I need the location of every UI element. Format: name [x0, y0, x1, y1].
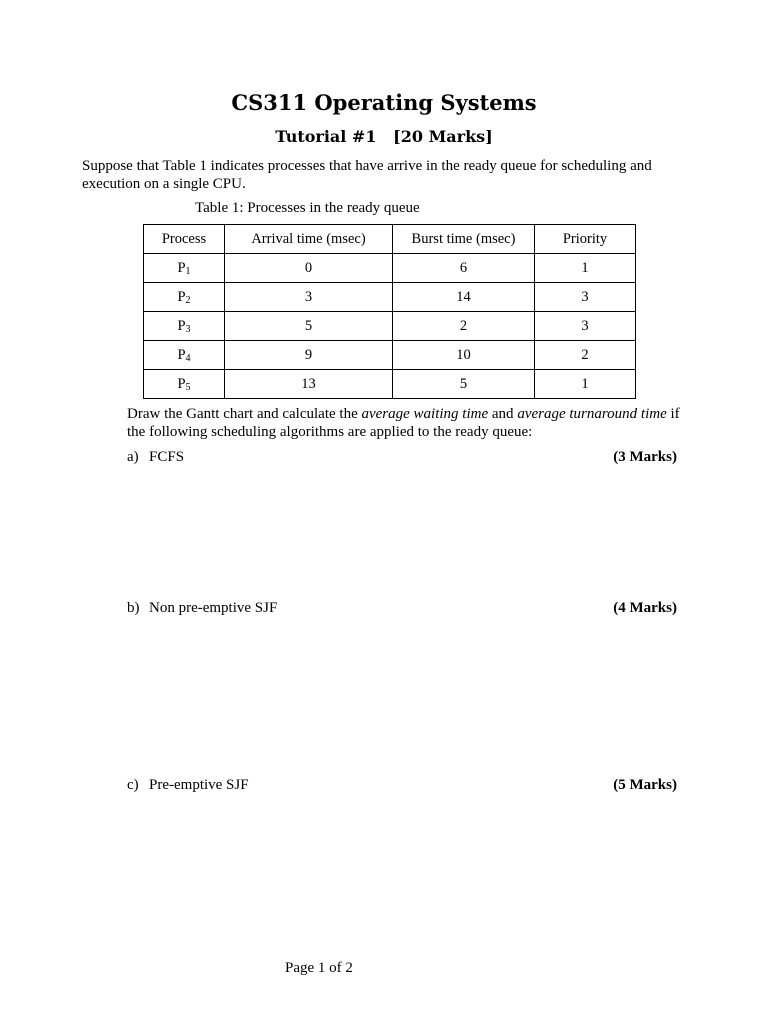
process-cell: $P_5$ [144, 370, 225, 399]
table-row [144, 370, 636, 399]
question-c [127, 777, 677, 797]
burst-cell: 5 [393, 370, 535, 399]
burst-cell: 14 [393, 283, 535, 312]
priority-cell: 2 [535, 341, 636, 370]
question-b [127, 600, 677, 620]
question-label: a) [127, 449, 139, 465]
burst-cell: 2 [393, 312, 535, 341]
question-marks: (5 Marks) [613, 777, 677, 793]
arrival-cell: 0 [225, 254, 393, 283]
arrival-cell: 5 [225, 312, 393, 341]
emphasis-average-waiting-time: average waiting time [361, 406, 489, 422]
question-a [127, 449, 677, 469]
priority-cell: 1 [535, 370, 636, 399]
page-title: CS311 Operating Systems [231, 90, 537, 115]
priority-cell: 3 [535, 312, 636, 341]
table-row [144, 312, 636, 341]
table-row [144, 283, 636, 312]
emphasis-average-turnaround-time: average turnaround time [517, 406, 667, 422]
priority-cell: 3 [535, 283, 636, 312]
page-number: Page 1 of 2 [285, 960, 353, 976]
burst-cell: 10 [393, 341, 535, 370]
column-header-burst: Burst time (msec) [393, 225, 535, 254]
question-marks: (3 Marks) [613, 449, 677, 465]
table-header-row [144, 225, 636, 254]
process-cell: $P_3$ [144, 312, 225, 341]
table-row [144, 254, 636, 283]
process-cell: $P_2$ [144, 283, 225, 312]
arrival-cell: 13 [225, 370, 393, 399]
question-text: Non pre-emptive SJF [149, 600, 278, 616]
column-header-priority: Priority [535, 225, 636, 254]
burst-cell: 6 [393, 254, 535, 283]
process-table [143, 224, 636, 399]
question-text: FCFS [149, 449, 185, 465]
process-cell: $P_1$ [144, 254, 225, 283]
question-label: c) [127, 777, 139, 793]
column-header-arrival: Arrival time (msec) [225, 225, 393, 254]
arrival-cell: 9 [225, 341, 393, 370]
arrival-cell: 3 [225, 283, 393, 312]
table-caption: Table 1: Processes in the ready queue [195, 200, 420, 216]
question-text: Pre-emptive SJF [149, 777, 249, 793]
intro-paragraph: Suppose that Table 1 indicates processes that have arrive in the ready queue for scheduling and execution on a single CPU. [82, 158, 652, 192]
table-row [144, 341, 636, 370]
question-marks: (4 Marks) [613, 600, 677, 616]
instruction-paragraph: Draw the Gantt chart and calculate the average waiting time and average turnaround time if the following scheduling algorithms are applied to the ready queue: [127, 406, 680, 440]
question-label: b) [127, 600, 140, 616]
priority-cell: 1 [535, 254, 636, 283]
column-header-process: Process [144, 225, 225, 254]
process-cell: $P_4$ [144, 341, 225, 370]
tutorial-subtitle: Tutorial #1 [20 Marks] [275, 127, 493, 146]
